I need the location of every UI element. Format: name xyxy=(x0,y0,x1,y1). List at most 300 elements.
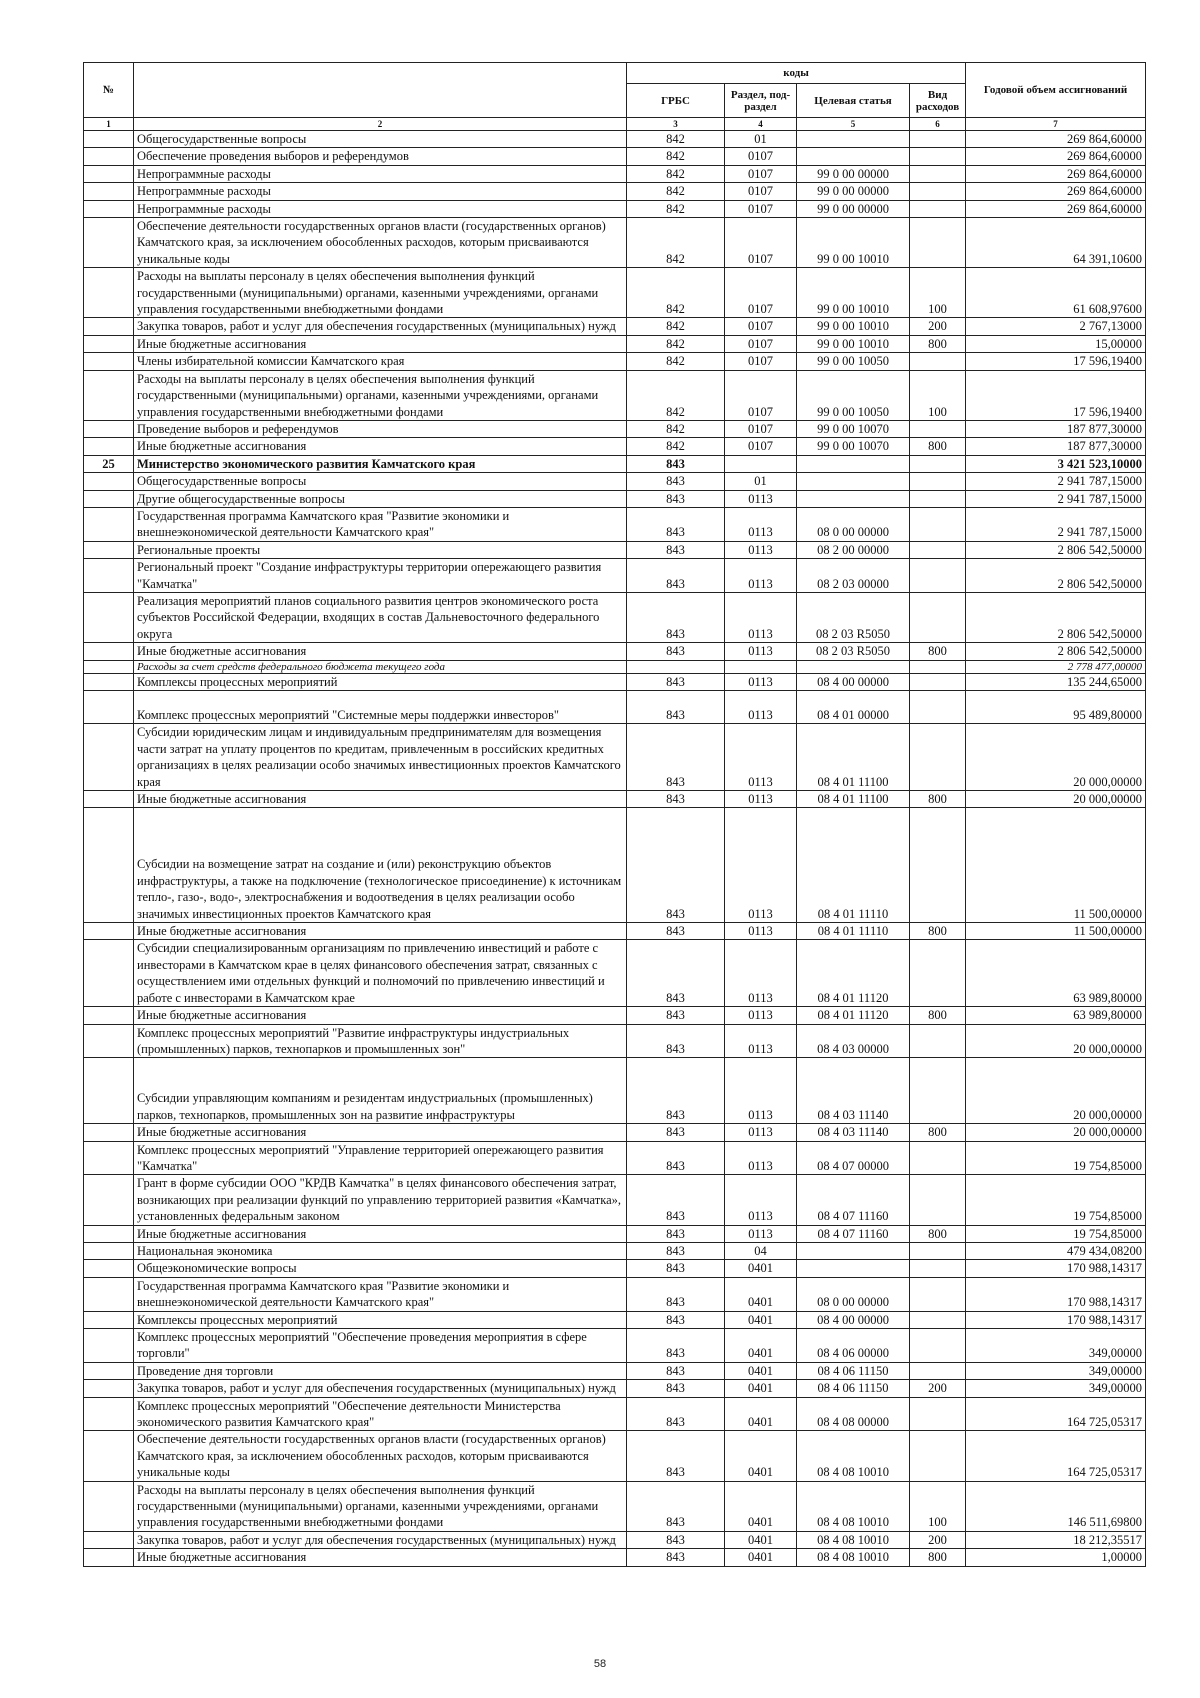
row-target-article: 08 4 01 11110 xyxy=(797,808,910,923)
row-number xyxy=(84,1311,134,1328)
row-number xyxy=(84,490,134,507)
row-amount: 20 000,00000 xyxy=(966,791,1146,808)
table-row xyxy=(84,218,1146,268)
row-number xyxy=(84,507,134,541)
row-razdel: 0113 xyxy=(725,541,797,558)
table-row xyxy=(84,643,1146,660)
table-row xyxy=(84,1549,1146,1566)
row-name: Иные бюджетные ассигнования xyxy=(134,335,627,352)
row-target-article: 99 0 00 10070 xyxy=(797,438,910,455)
row-name: Комплекс процессных мероприятий "Развитие инфраструктуры индустриальных (промышленных) парков, технопарков и промышленных зон" xyxy=(134,1024,627,1058)
table-row xyxy=(84,923,1146,940)
row-expense-type xyxy=(910,724,966,791)
row-number xyxy=(84,438,134,455)
row-amount: 269 864,60000 xyxy=(966,200,1146,217)
row-number xyxy=(84,335,134,352)
row-name: Расходы на выплаты персоналу в целях обеспечения выполнения функций государственными (муниципальными) органами, казенными учреждениями, органами управления государственными внебюджетными фондами xyxy=(134,268,627,318)
row-amount: 349,00000 xyxy=(966,1362,1146,1379)
row-razdel: 04 xyxy=(725,1242,797,1259)
row-grbs: 843 xyxy=(627,1431,725,1481)
row-razdel: 0401 xyxy=(725,1311,797,1328)
row-razdel: 0113 xyxy=(725,1024,797,1058)
row-amount: 20 000,00000 xyxy=(966,1058,1146,1124)
row-target-article: 08 4 00 00000 xyxy=(797,673,910,690)
row-grbs: 842 xyxy=(627,318,725,335)
row-name: Грант в форме субсидии ООО "КРДВ Камчатка" в целях финансового обеспечения затрат, возникающих при реализации функций по управлению территорией развития «Камчатка», установленных федеральным законом xyxy=(134,1175,627,1225)
row-expense-type xyxy=(910,1242,966,1259)
row-name: Непрограммные расходы xyxy=(134,200,627,217)
row-target-article: 08 4 01 11120 xyxy=(797,1007,910,1024)
row-amount: 2 941 787,15000 xyxy=(966,490,1146,507)
table-row xyxy=(84,1058,1146,1124)
row-grbs: 843 xyxy=(627,1141,725,1175)
row-number xyxy=(84,218,134,268)
row-amount: 187 877,30000 xyxy=(966,438,1146,455)
table-row xyxy=(84,1277,1146,1311)
row-grbs: 842 xyxy=(627,335,725,352)
row-grbs: 843 xyxy=(627,1260,725,1277)
row-name: Комплекс процессных мероприятий "Обеспечение проведения мероприятия в сфере торговли" xyxy=(134,1329,627,1363)
row-name: Закупка товаров, работ и услуг для обеспечения государственных (муниципальных) нужд xyxy=(134,1531,627,1548)
column-number: 4 xyxy=(725,118,797,131)
row-grbs: 842 xyxy=(627,420,725,437)
row-amount: 20 000,00000 xyxy=(966,724,1146,791)
row-razdel: 0113 xyxy=(725,808,797,923)
row-number xyxy=(84,165,134,182)
row-target-article xyxy=(797,660,910,673)
table-row xyxy=(84,541,1146,558)
row-number xyxy=(84,1175,134,1225)
table-row xyxy=(84,1007,1146,1024)
table-row xyxy=(84,370,1146,420)
row-target-article: 99 0 00 10050 xyxy=(797,353,910,370)
row-number xyxy=(84,1124,134,1141)
row-number xyxy=(84,691,134,724)
row-amount: 20 000,00000 xyxy=(966,1124,1146,1141)
row-name: Субсидии специализированным организациям по привлечению инвестиций и работе с инвесторами в Камчатском крае в целях финансового обеспечения затрат, связанных с осуществлением ими отдельных функций и полномочий по привлечению инвестиций и работе с инвесторами в Камчатском крае xyxy=(134,940,627,1007)
row-expense-type: 200 xyxy=(910,318,966,335)
row-target-article xyxy=(797,455,910,472)
row-expense-type xyxy=(910,1175,966,1225)
row-name: Иные бюджетные ассигнования xyxy=(134,1124,627,1141)
row-razdel: 0401 xyxy=(725,1481,797,1531)
row-name: Региональный проект "Создание инфраструктуры территории опережающего развития "Камчатка" xyxy=(134,559,627,593)
column-number: 1 xyxy=(84,118,134,131)
table-row xyxy=(84,673,1146,690)
row-name: Иные бюджетные ассигнования xyxy=(134,1225,627,1242)
row-amount: 349,00000 xyxy=(966,1329,1146,1363)
row-amount: 19 754,85000 xyxy=(966,1225,1146,1242)
row-number xyxy=(84,1531,134,1548)
row-expense-type: 200 xyxy=(910,1380,966,1397)
row-name: Комплекс процессных мероприятий "Системные меры поддержки инвесторов" xyxy=(134,691,627,724)
row-amount: 17 596,19400 xyxy=(966,353,1146,370)
row-expense-type xyxy=(910,1311,966,1328)
row-grbs: 843 xyxy=(627,1024,725,1058)
table-row xyxy=(84,808,1146,923)
row-grbs: 842 xyxy=(627,218,725,268)
row-grbs: 843 xyxy=(627,490,725,507)
row-number xyxy=(84,1225,134,1242)
row-expense-type: 800 xyxy=(910,791,966,808)
row-amount: 61 608,97600 xyxy=(966,268,1146,318)
row-razdel: 0113 xyxy=(725,490,797,507)
row-name: Региональные проекты xyxy=(134,541,627,558)
row-name: Закупка товаров, работ и услуг для обеспечения государственных (муниципальных) нужд xyxy=(134,318,627,335)
row-amount: 2 767,13000 xyxy=(966,318,1146,335)
table-row xyxy=(84,1175,1146,1225)
table-row xyxy=(84,420,1146,437)
row-razdel: 0113 xyxy=(725,643,797,660)
row-grbs: 843 xyxy=(627,940,725,1007)
row-amount: 2 806 542,50000 xyxy=(966,592,1146,642)
row-razdel: 0107 xyxy=(725,353,797,370)
row-number xyxy=(84,660,134,673)
row-name: Субсидии юридическим лицам и индивидуальным предпринимателям для возмещения части затрат на уплату процентов по кредитам, привлеченным в российских кредитных организациях в целях реализации особо значимых инвестиционных проектов Камчатского края xyxy=(134,724,627,791)
row-target-article xyxy=(797,490,910,507)
row-name: Комплексы процессных мероприятий xyxy=(134,1311,627,1328)
table-row xyxy=(84,1311,1146,1328)
row-number xyxy=(84,1549,134,1566)
row-target-article: 99 0 00 10050 xyxy=(797,370,910,420)
row-number xyxy=(84,724,134,791)
row-name: Министерство экономического развития Камчатского края xyxy=(134,455,627,472)
row-razdel: 0113 xyxy=(725,1225,797,1242)
row-name: Субсидии управляющим компаниям и резидентам индустриальных (промышленных) парков, технопарков, промышленных зон на развитие инфраструктуры xyxy=(134,1058,627,1124)
page-number: 58 xyxy=(593,1658,607,1670)
row-amount: 17 596,19400 xyxy=(966,370,1146,420)
row-amount: 2 806 542,50000 xyxy=(966,541,1146,558)
row-name: Непрограммные расходы xyxy=(134,183,627,200)
header-razdel: Раздел, под-раздел xyxy=(725,84,797,118)
row-number xyxy=(84,1242,134,1259)
row-razdel: 0107 xyxy=(725,370,797,420)
header-codes: коды xyxy=(627,63,966,84)
table-row xyxy=(84,335,1146,352)
row-amount: 479 434,08200 xyxy=(966,1242,1146,1259)
row-target-article: 99 0 00 10010 xyxy=(797,318,910,335)
row-grbs: 842 xyxy=(627,353,725,370)
table-row xyxy=(84,1024,1146,1058)
row-expense-type xyxy=(910,1058,966,1124)
row-grbs: 842 xyxy=(627,370,725,420)
table-row xyxy=(84,1362,1146,1379)
row-amount: 11 500,00000 xyxy=(966,923,1146,940)
row-amount: 269 864,60000 xyxy=(966,148,1146,165)
row-number xyxy=(84,148,134,165)
row-amount: 269 864,60000 xyxy=(966,165,1146,182)
table-row xyxy=(84,473,1146,490)
row-razdel: 0107 xyxy=(725,268,797,318)
row-number xyxy=(84,420,134,437)
row-amount: 2 941 787,15000 xyxy=(966,507,1146,541)
row-expense-type xyxy=(910,1141,966,1175)
row-expense-type xyxy=(910,1277,966,1311)
row-number xyxy=(84,183,134,200)
table-row xyxy=(84,1242,1146,1259)
row-amount: 19 754,85000 xyxy=(966,1175,1146,1225)
row-target-article: 08 4 01 11100 xyxy=(797,724,910,791)
row-target-article: 99 0 00 10010 xyxy=(797,218,910,268)
row-target-article: 99 0 00 00000 xyxy=(797,165,910,182)
row-razdel: 0113 xyxy=(725,691,797,724)
row-grbs: 842 xyxy=(627,148,725,165)
row-expense-type xyxy=(910,1362,966,1379)
row-amount: 269 864,60000 xyxy=(966,131,1146,148)
row-name: Государственная программа Камчатского края "Развитие экономики и внешнеэкономической деятельности Камчатского края" xyxy=(134,1277,627,1311)
row-target-article: 08 4 00 00000 xyxy=(797,1311,910,1328)
row-target-article: 08 4 08 10010 xyxy=(797,1531,910,1548)
row-target-article xyxy=(797,1260,910,1277)
row-grbs: 843 xyxy=(627,1311,725,1328)
row-number xyxy=(84,1007,134,1024)
row-number xyxy=(84,1058,134,1124)
row-number xyxy=(84,1431,134,1481)
header-grbs: ГРБС xyxy=(627,84,725,118)
table-row xyxy=(84,1225,1146,1242)
row-amount: 135 244,65000 xyxy=(966,673,1146,690)
row-razdel: 0401 xyxy=(725,1531,797,1548)
row-amount: 164 725,05317 xyxy=(966,1397,1146,1431)
row-amount: 3 421 523,10000 xyxy=(966,455,1146,472)
row-grbs: 843 xyxy=(627,923,725,940)
header-cel: Целевая статья xyxy=(797,84,910,118)
row-target-article xyxy=(797,131,910,148)
row-target-article: 08 4 01 11110 xyxy=(797,923,910,940)
budget-sheet xyxy=(83,62,1145,1567)
row-target-article: 08 0 00 00000 xyxy=(797,507,910,541)
header-name xyxy=(134,63,627,118)
row-grbs: 843 xyxy=(627,473,725,490)
row-expense-type xyxy=(910,131,966,148)
row-razdel: 0107 xyxy=(725,200,797,217)
row-name: Иные бюджетные ассигнования xyxy=(134,923,627,940)
row-target-article: 99 0 00 10010 xyxy=(797,335,910,352)
table-row xyxy=(84,1260,1146,1277)
row-grbs: 843 xyxy=(627,1124,725,1141)
row-target-article: 99 0 00 10070 xyxy=(797,420,910,437)
row-grbs: 843 xyxy=(627,541,725,558)
row-razdel: 0113 xyxy=(725,923,797,940)
row-target-article: 08 2 03 R5050 xyxy=(797,643,910,660)
row-target-article: 08 4 01 00000 xyxy=(797,691,910,724)
row-target-article xyxy=(797,473,910,490)
row-razdel: 0113 xyxy=(725,592,797,642)
column-number-row xyxy=(84,118,1146,131)
row-razdel: 0107 xyxy=(725,148,797,165)
column-number: 5 xyxy=(797,118,910,131)
row-amount: 269 864,60000 xyxy=(966,183,1146,200)
row-number xyxy=(84,1329,134,1363)
row-razdel: 0401 xyxy=(725,1431,797,1481)
column-number: 6 xyxy=(910,118,966,131)
row-expense-type xyxy=(910,200,966,217)
column-number: 2 xyxy=(134,118,627,131)
table-row xyxy=(84,559,1146,593)
row-name: Закупка товаров, работ и услуг для обеспечения государственных (муниципальных) нужд xyxy=(134,1380,627,1397)
row-name: Иные бюджетные ассигнования xyxy=(134,438,627,455)
row-grbs: 843 xyxy=(627,1481,725,1531)
row-amount: 170 988,14317 xyxy=(966,1260,1146,1277)
row-target-article: 08 4 08 10010 xyxy=(797,1431,910,1481)
row-grbs: 842 xyxy=(627,165,725,182)
row-grbs: 843 xyxy=(627,1007,725,1024)
header-number: № xyxy=(84,63,134,118)
row-amount: 63 989,80000 xyxy=(966,1007,1146,1024)
table-row xyxy=(84,165,1146,182)
table-row xyxy=(84,724,1146,791)
row-razdel xyxy=(725,660,797,673)
table-row xyxy=(84,148,1146,165)
table-row xyxy=(84,200,1146,217)
column-number: 3 xyxy=(627,118,725,131)
row-grbs: 843 xyxy=(627,507,725,541)
row-amount: 349,00000 xyxy=(966,1380,1146,1397)
row-target-article: 08 4 03 11140 xyxy=(797,1058,910,1124)
row-name: Иные бюджетные ассигнования xyxy=(134,643,627,660)
row-name: Государственная программа Камчатского края "Развитие экономики и внешнеэкономической деятельности Камчатского края" xyxy=(134,507,627,541)
table-body xyxy=(84,131,1146,1567)
row-razdel: 0401 xyxy=(725,1380,797,1397)
row-name: Проведение выборов и референдумов xyxy=(134,420,627,437)
table-row xyxy=(84,791,1146,808)
table-row xyxy=(84,455,1146,472)
row-razdel: 0113 xyxy=(725,724,797,791)
row-name: Национальная экономика xyxy=(134,1242,627,1259)
row-grbs: 843 xyxy=(627,1549,725,1566)
table-row xyxy=(84,490,1146,507)
row-name: Комплекс процессных мероприятий "Обеспечение деятельности Министерства экономического развития Камчатского края" xyxy=(134,1397,627,1431)
row-name: Обеспечение деятельности государственных органов власти (государственных органов) Камчатского края, за исключением обособленных расходов, которым присваиваются уникальные коды xyxy=(134,218,627,268)
row-grbs: 843 xyxy=(627,643,725,660)
row-expense-type: 200 xyxy=(910,1531,966,1548)
row-grbs: 842 xyxy=(627,200,725,217)
table-row xyxy=(84,1141,1146,1175)
table-row xyxy=(84,438,1146,455)
row-razdel: 0113 xyxy=(725,940,797,1007)
row-amount: 164 725,05317 xyxy=(966,1431,1146,1481)
row-target-article: 99 0 00 00000 xyxy=(797,183,910,200)
row-target-article: 08 0 00 00000 xyxy=(797,1277,910,1311)
row-expense-type xyxy=(910,1431,966,1481)
row-target-article: 08 4 01 11120 xyxy=(797,940,910,1007)
row-razdel: 0113 xyxy=(725,673,797,690)
row-number xyxy=(84,1481,134,1531)
row-amount: 2 806 542,50000 xyxy=(966,643,1146,660)
row-name: Общегосударственные вопросы xyxy=(134,131,627,148)
row-grbs: 843 xyxy=(627,691,725,724)
table-row xyxy=(84,183,1146,200)
row-expense-type: 800 xyxy=(910,1225,966,1242)
row-razdel: 01 xyxy=(725,473,797,490)
row-razdel: 0113 xyxy=(725,1007,797,1024)
row-target-article: 08 4 03 11140 xyxy=(797,1124,910,1141)
row-number xyxy=(84,1397,134,1431)
row-expense-type xyxy=(910,808,966,923)
row-target-article: 08 4 08 10010 xyxy=(797,1549,910,1566)
row-name: Расходы на выплаты персоналу в целях обеспечения выполнения функций государственными (муниципальными) органами, казенными учреждениями, органами управления государственными внебюджетными фондами xyxy=(134,370,627,420)
row-grbs: 843 xyxy=(627,1058,725,1124)
row-grbs: 842 xyxy=(627,183,725,200)
row-expense-type xyxy=(910,1024,966,1058)
row-target-article: 08 4 07 11160 xyxy=(797,1175,910,1225)
row-razdel: 01 xyxy=(725,131,797,148)
row-razdel: 0113 xyxy=(725,1058,797,1124)
row-amount: 20 000,00000 xyxy=(966,1024,1146,1058)
row-amount: 1,00000 xyxy=(966,1549,1146,1566)
row-expense-type: 800 xyxy=(910,1007,966,1024)
row-target-article: 08 4 07 00000 xyxy=(797,1141,910,1175)
row-expense-type xyxy=(910,455,966,472)
row-expense-type xyxy=(910,673,966,690)
table-row xyxy=(84,353,1146,370)
row-expense-type xyxy=(910,148,966,165)
row-expense-type xyxy=(910,541,966,558)
row-grbs xyxy=(627,660,725,673)
row-grbs: 843 xyxy=(627,1329,725,1363)
row-number xyxy=(84,791,134,808)
row-expense-type: 100 xyxy=(910,1481,966,1531)
row-expense-type: 800 xyxy=(910,923,966,940)
row-target-article: 99 0 00 00000 xyxy=(797,200,910,217)
row-expense-type: 800 xyxy=(910,335,966,352)
row-expense-type: 100 xyxy=(910,268,966,318)
row-amount: 95 489,80000 xyxy=(966,691,1146,724)
row-expense-type xyxy=(910,165,966,182)
table-row xyxy=(84,691,1146,724)
row-name: Непрограммные расходы xyxy=(134,165,627,182)
row-number xyxy=(84,1362,134,1379)
row-grbs: 842 xyxy=(627,438,725,455)
row-razdel: 0113 xyxy=(725,1124,797,1141)
row-grbs: 843 xyxy=(627,673,725,690)
row-number xyxy=(84,1380,134,1397)
row-target-article: 08 4 06 11150 xyxy=(797,1362,910,1379)
row-expense-type xyxy=(910,420,966,437)
row-razdel: 0113 xyxy=(725,791,797,808)
row-name: Субсидии на возмещение затрат на создание и (или) реконструкцию объектов инфраструктуры, а также на подключение (технологическое присоединение) к источникам тепло-, газо-, водо-, электроснабжения и водоотведения в целях реализации особо значимых инвестиционных проектов Камчатского края xyxy=(134,808,627,923)
row-grbs: 843 xyxy=(627,1277,725,1311)
column-number: 7 xyxy=(966,118,1146,131)
row-name: Обеспечение деятельности государственных органов власти (государственных органов) Камчатского края, за исключением обособленных расходов, которым присваиваются уникальные коды xyxy=(134,1431,627,1481)
row-grbs: 843 xyxy=(627,559,725,593)
row-number xyxy=(84,473,134,490)
table-row xyxy=(84,1481,1146,1531)
row-target-article: 08 4 01 11100 xyxy=(797,791,910,808)
row-name: Иные бюджетные ассигнования xyxy=(134,1549,627,1566)
row-expense-type xyxy=(910,592,966,642)
row-target-article: 08 4 06 00000 xyxy=(797,1329,910,1363)
row-target-article: 08 4 08 10010 xyxy=(797,1481,910,1531)
row-razdel xyxy=(725,455,797,472)
row-number xyxy=(84,318,134,335)
row-name: Другие общегосударственные вопросы xyxy=(134,490,627,507)
row-razdel: 0113 xyxy=(725,507,797,541)
row-expense-type xyxy=(910,183,966,200)
table-row xyxy=(84,940,1146,1007)
table-row xyxy=(84,1531,1146,1548)
row-razdel: 0107 xyxy=(725,218,797,268)
row-grbs: 843 xyxy=(627,1242,725,1259)
table-row xyxy=(84,1397,1146,1431)
row-amount: 15,00000 xyxy=(966,335,1146,352)
row-grbs: 843 xyxy=(627,808,725,923)
row-name: Комплекс процессных мероприятий "Управление территорией опережающего развития "Камчатка" xyxy=(134,1141,627,1175)
row-number xyxy=(84,1024,134,1058)
row-name: Расходы на выплаты персоналу в целях обеспечения выполнения функций государственными (муниципальными) органами, казенными учреждениями, органами управления государственными внебюджетными фондами xyxy=(134,1481,627,1531)
row-grbs: 843 xyxy=(627,1397,725,1431)
row-grbs: 843 xyxy=(627,455,725,472)
